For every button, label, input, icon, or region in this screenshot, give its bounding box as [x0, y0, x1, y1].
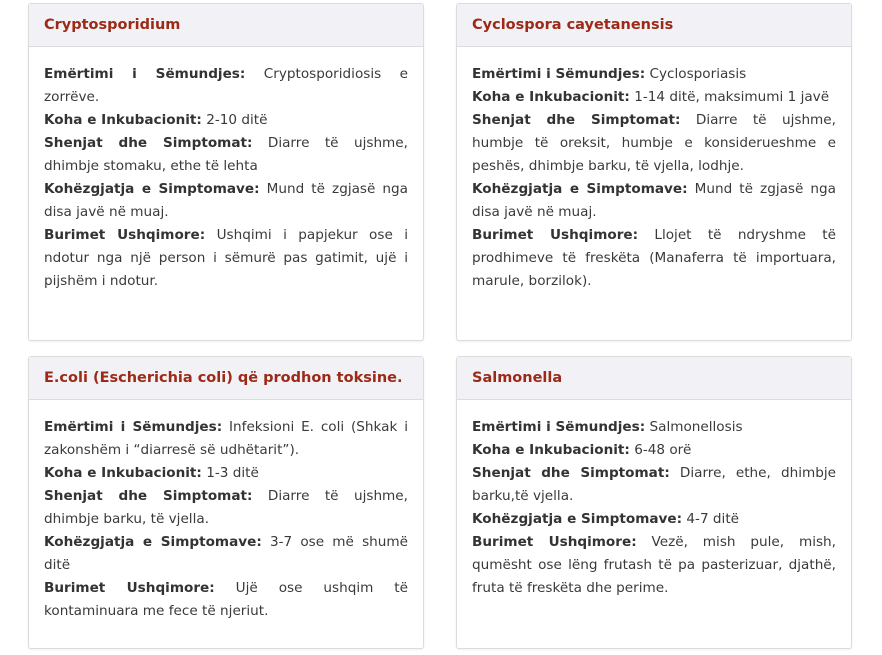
info-row-food-sources [472, 224, 836, 293]
info-row-duration [472, 508, 836, 531]
field-value: 6-48 orë [634, 442, 692, 458]
card-body [457, 400, 851, 600]
field-label: Kohëzgjatja e Simptomave: [44, 534, 262, 550]
info-row-food-sources [472, 531, 836, 600]
field-value: Diarre të ujshme, dhimbje stomaku, ethe të lehta [44, 135, 408, 174]
field-label: Koha e Inkubacionit: [472, 89, 630, 105]
field-label: Burimet Ushqimore: [44, 580, 215, 596]
field-value: 3-7 ose më shumë ditë [44, 534, 408, 573]
info-row-incubation [472, 439, 836, 462]
info-row-incubation [44, 462, 408, 485]
card-title: Cryptosporidium [29, 4, 423, 47]
field-value: Diarre të ujshme, humbje të oreksit, humbje e konsiderueshme e peshës, dhimbje barku, të vjella, lodhje. [472, 112, 836, 174]
info-row-food-sources [44, 224, 408, 293]
field-label: Shenjat dhe Simptomat: [44, 135, 253, 151]
info-row-incubation [44, 109, 408, 132]
field-value: Infeksioni E. coli (Shkak i zakonshëm i “diarresë së udhëtarit”). [44, 419, 408, 458]
field-value: Mund të zgjasë nga disa javë në muaj. [44, 181, 409, 220]
field-value: Diarre, ethe, dhimbje barku,të vjella. [472, 465, 836, 504]
field-value: Ujë ose ushqim të kontaminuara me fece të njeriut. [44, 580, 408, 619]
field-label: Koha e Inkubacionit: [472, 442, 630, 458]
card-body [29, 47, 423, 293]
field-value: Diarre të ujshme, dhimbje barku, të vjella. [44, 488, 408, 527]
info-row-incubation [472, 86, 836, 109]
field-value: Cryptosporidiosis e zorrëve. [44, 66, 408, 105]
info-row-symptoms [44, 132, 408, 178]
card-cyclospora [456, 3, 852, 341]
field-label: Emërtimi i Sëmundjes: [472, 419, 646, 435]
card-title: E.coli (Escherichia coli) që prodhon toksine. [29, 357, 423, 400]
info-row-disease [472, 63, 836, 86]
card-body [457, 47, 851, 293]
info-row-duration [44, 178, 408, 224]
info-row-disease [44, 63, 408, 109]
field-label: Burimet Ushqimore: [472, 534, 637, 550]
card-title: Salmonella [457, 357, 851, 400]
info-row-symptoms [472, 462, 836, 508]
info-row-symptoms [472, 109, 836, 178]
info-row-duration [472, 178, 836, 224]
card-title: Cyclospora cayetanensis [457, 4, 851, 47]
field-label: Shenjat dhe Simptomat: [44, 488, 253, 504]
card-salmonella [456, 356, 852, 649]
field-label: Shenjat dhe Simptomat: [472, 112, 681, 128]
field-value: 2-10 ditë [206, 112, 268, 128]
info-row-disease [472, 416, 836, 439]
field-value: Ushqimi i papjekur ose i ndotur nga një person i sëmurë pas gatimit, ujë i pijshëm i ndotur. [44, 227, 409, 289]
field-label: Kohëzgjatja e Simptomave: [472, 511, 683, 527]
field-label: Burimet Ushqimore: [472, 227, 639, 243]
field-label: Shenjat dhe Simptomat: [472, 465, 670, 481]
field-value: Vezë, mish pule, mish, qumësht ose lëng frutash të pa pasterizuar, djathë, fruta të freskëta dhe perime. [472, 534, 836, 596]
field-value: Mund të zgjasë nga disa javë në muaj. [472, 181, 837, 220]
card-cryptosporidium [28, 3, 424, 341]
field-label: Koha e Inkubacionit: [44, 112, 202, 128]
field-value: Llojet të ndryshme të prodhimeve të freskëta (Manaferra të importuara, marule, borzilok). [472, 227, 836, 289]
field-value: 4-7 ditë [686, 511, 740, 527]
info-row-food-sources [44, 577, 408, 623]
field-label: Burimet Ushqimore: [44, 227, 206, 243]
card-body [29, 400, 423, 623]
field-label: Emërtimi i Sëmundjes: [472, 66, 646, 82]
field-label: Kohëzgjatja e Simptomave: [44, 181, 260, 197]
field-value: Salmonellosis [649, 419, 743, 435]
info-row-disease [44, 416, 408, 462]
field-label: Koha e Inkubacionit: [44, 465, 202, 481]
info-row-symptoms [44, 485, 408, 531]
field-label: Emërtimi i Sëmundjes: [44, 66, 246, 82]
info-row-duration [44, 531, 408, 577]
field-value: 1-3 ditë [206, 465, 259, 481]
field-label: Kohëzgjatja e Simptomave: [472, 181, 688, 197]
field-value: Cyclosporiasis [649, 66, 747, 82]
card-ecoli [28, 356, 424, 649]
field-label: Emërtimi i Sëmundjes: [44, 419, 223, 435]
field-value: 1-14 ditë, maksimumi 1 javë [634, 89, 830, 105]
